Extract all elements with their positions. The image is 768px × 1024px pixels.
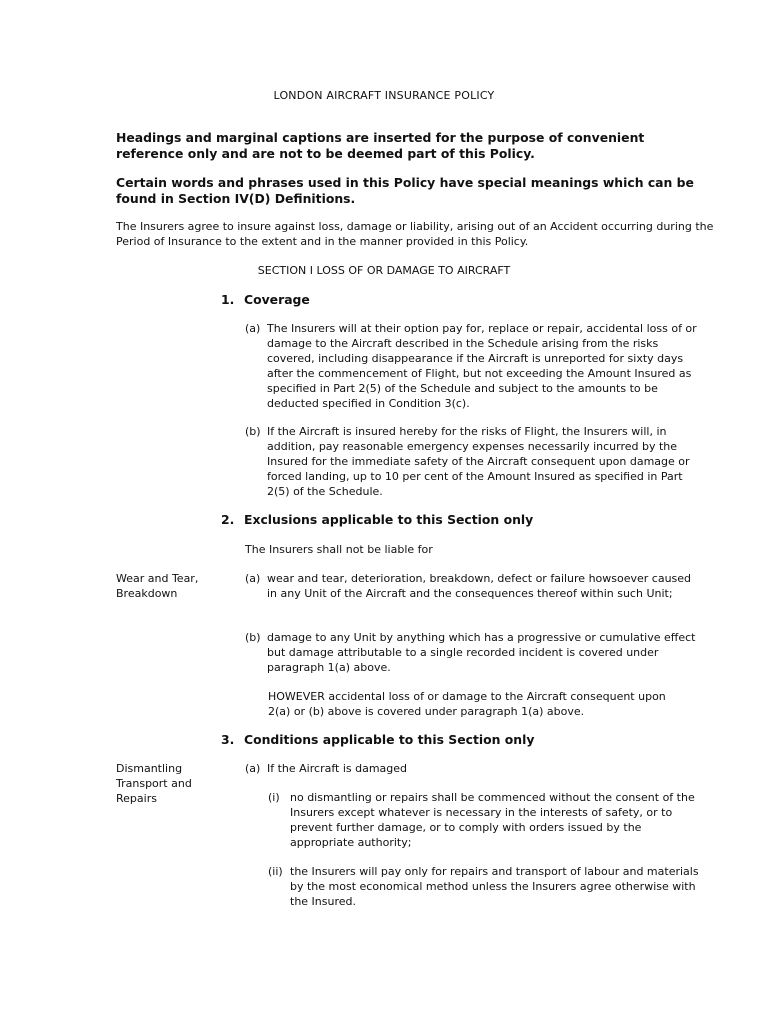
item-text: If the Aircraft is damaged: [267, 762, 408, 775]
exclusions-however-clause: HOWEVER accidental loss of or damage to the Aircraft consequent upon 2(a) or (b) above is covered under paragraph 1(a) above.: [268, 690, 666, 718]
item-text: damage to any Unit by anything which has a progressive or cumulative effect but damage attributable to a single recorded incident is covered under paragraph 1(a) above.: [267, 631, 696, 674]
item-text: If the Aircraft is insured hereby for the risks of Flight, the Insurers will, in addition, pay reasonable emergency expenses necessarily incurred by the Insured for the immediate safety of the Aircraft consequent upon damage or forced landing, up to 10 per cent of the Amount Insured as specified in Part 2(5) of the Schedule.: [267, 425, 690, 498]
exclusions-title: Exclusions applicable to this Section only: [244, 512, 534, 527]
coverage-item-a: [245, 321, 700, 411]
item-label: (b): [245, 631, 261, 644]
item-label: (ii): [268, 865, 283, 878]
item-text: the Insurers will pay only for repairs and transport of labour and materials by the most economical method unless the Insurers agree otherwise with the Insured.: [290, 865, 699, 908]
exclusions-heading: [221, 512, 701, 527]
document-title: LONDON AIRCRAFT INSURANCE POLICY: [273, 89, 495, 102]
coverage-heading: [221, 292, 701, 307]
item-label: (a): [245, 572, 261, 585]
coverage-item-b: [245, 424, 700, 499]
coverage-title: Coverage: [244, 292, 310, 307]
item-label: (b): [245, 425, 261, 438]
item-text: no dismantling or repairs shall be commenced without the consent of the Insurers except whatever is necessary in the interests of safety, or to prevent further damage, or to comply with orders issued by the appropriate authority;: [290, 791, 695, 849]
coverage-number: 1.: [221, 292, 235, 307]
condition-subitem-i: [268, 790, 700, 850]
section-heading: SECTION I LOSS OF OR DAMAGE TO AIRCRAFT: [257, 264, 511, 277]
marginal-caption-wear-tear: Wear and Tear, Breakdown: [116, 572, 199, 600]
conditions-number: 3.: [221, 732, 235, 747]
item-text: wear and tear, deterioration, breakdown, defect or failure howsoever caused in any Unit of the Aircraft and the consequences thereof within such Unit;: [267, 572, 692, 600]
exclusion-item-a: [245, 571, 700, 601]
condition-item-a: [245, 761, 700, 776]
item-label: (a): [245, 762, 261, 775]
conditions-title: Conditions applicable to this Section only: [244, 732, 535, 747]
condition-subitem-ii: [268, 864, 700, 909]
item-text: The Insurers will at their option pay for, replace or repair, accidental loss of or damage to the Aircraft described in the Schedule arising from the risks covered, including disappearance if the Aircraft is unreported for sixty days after the commencement of Flight, but not exceeding the Amount Insured as specified in Part 2(5) of the Schedule and subject to the amounts to be deducted specified in Condition 3(c).: [267, 322, 697, 410]
exclusions-number: 2.: [221, 512, 235, 527]
insuring-clause: The Insurers agree to insure against loss, damage or liability, arising out of an Accident occurring during the Period of Insurance to the extent and in the manner provided in this Policy.: [116, 220, 714, 248]
exclusions-lead: The Insurers shall not be liable for: [245, 543, 433, 556]
intro-definitions-note: Certain words and phrases used in this Policy have special meanings which can be found in Section IV(D) Definitions.: [116, 175, 694, 206]
item-label: (a): [245, 322, 261, 335]
conditions-heading: [221, 732, 701, 747]
item-label: (i): [268, 791, 280, 804]
intro-headings-note: Headings and marginal captions are inserted for the purpose of convenient reference only and are not to be deemed part of this Policy.: [116, 130, 645, 161]
marginal-caption-dismantling: Dismantling Transport and Repairs: [116, 762, 192, 805]
exclusion-item-b: [245, 630, 700, 675]
